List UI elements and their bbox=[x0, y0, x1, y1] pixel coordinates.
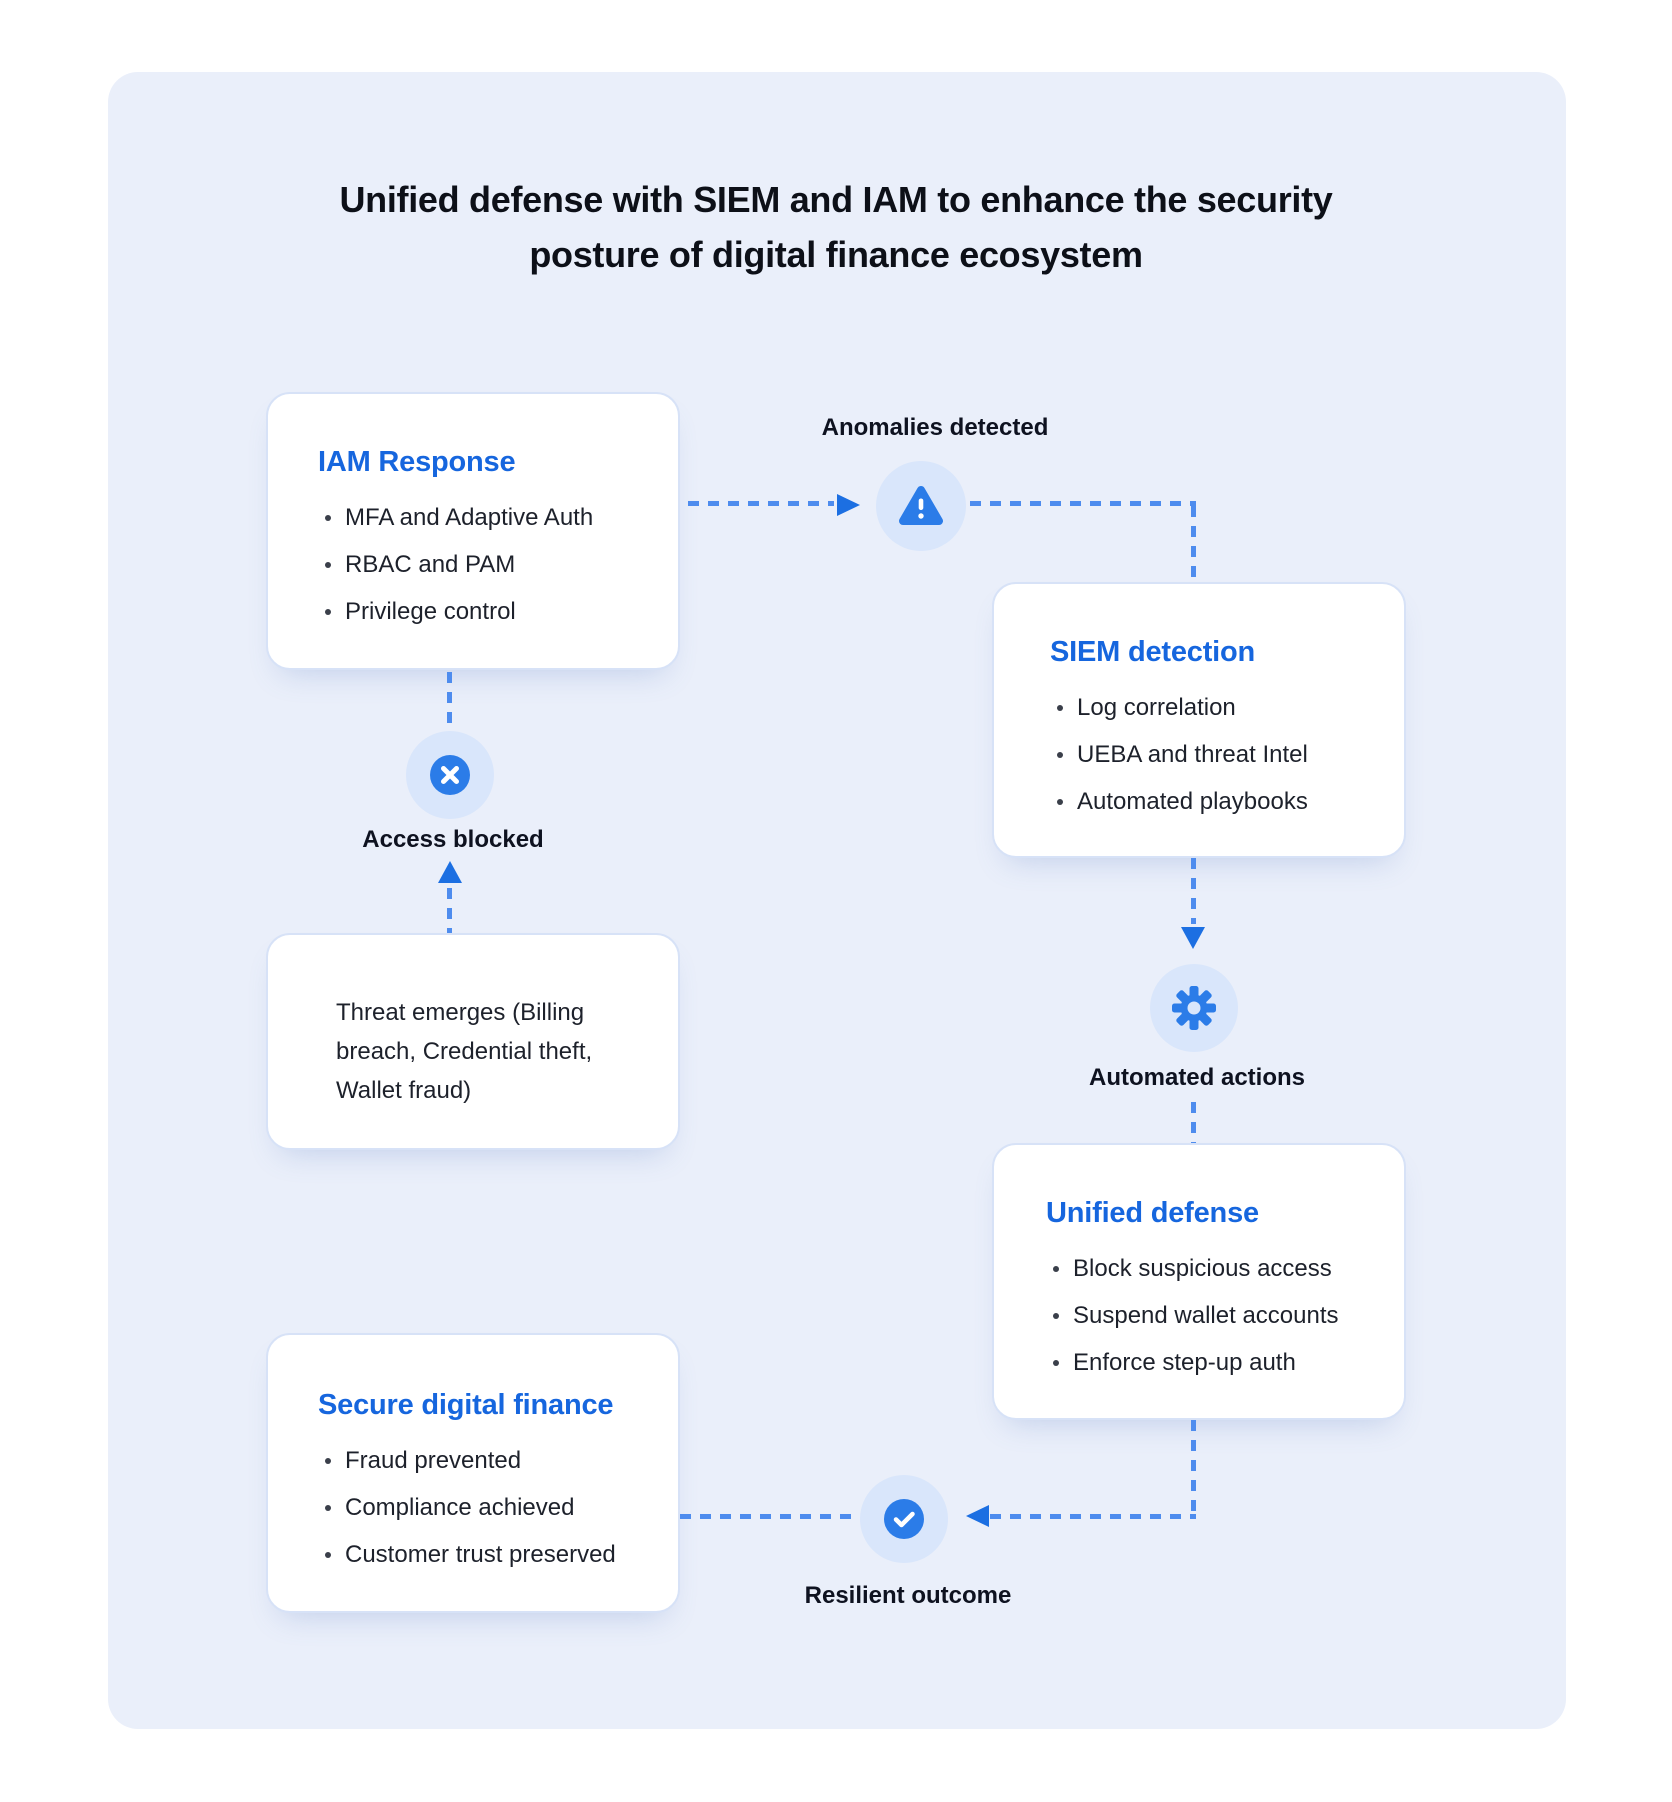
list-item bbox=[1046, 1350, 1376, 1376]
dashed-connector-siem-to-automated bbox=[1191, 858, 1196, 924]
x-circle-glyph bbox=[430, 755, 470, 795]
list-item-text: Block suspicious access bbox=[1073, 1255, 1332, 1282]
warning-triangle-glyph bbox=[898, 485, 944, 527]
anomalies-detected-label: Anomalies detected bbox=[821, 414, 1049, 441]
dashed-connector-threat-to-access bbox=[447, 888, 452, 933]
access-blocked-label: Access blocked bbox=[362, 826, 544, 853]
list-item-text: Enforce step-up auth bbox=[1073, 1349, 1296, 1376]
dashed-connector-automated-to-unified bbox=[1191, 1102, 1196, 1143]
list-item-text: Customer trust preserved bbox=[345, 1541, 616, 1568]
page-title-line-1: Unified defense with SIEM and IAM to enhance the security bbox=[339, 179, 1333, 220]
list-item bbox=[318, 1542, 650, 1568]
threat-emerges-text: Threat emerges (Billing breach, Credential theft, Wallet fraud) bbox=[336, 999, 593, 1104]
list-item-text: RBAC and PAM bbox=[345, 551, 516, 578]
automated-actions-label: Automated actions bbox=[1088, 1064, 1306, 1091]
unified-defense-box bbox=[992, 1143, 1406, 1420]
list-item-text: Compliance achieved bbox=[345, 1494, 575, 1521]
dashed-connector-iam-to-access bbox=[447, 672, 452, 729]
list-item bbox=[1046, 1303, 1376, 1329]
list-item bbox=[318, 552, 650, 578]
gear-glyph bbox=[1171, 985, 1217, 1031]
arrowhead-up-access bbox=[438, 861, 462, 883]
list-item-text: Fraud prevented bbox=[345, 1447, 522, 1474]
iam-response-box bbox=[266, 392, 680, 670]
list-item-text: Privilege control bbox=[345, 598, 516, 625]
resilient-outcome-label: Resilient outcome bbox=[804, 1582, 1012, 1609]
arrowhead-right-anomalies bbox=[837, 494, 860, 516]
iam-response-list bbox=[318, 505, 650, 625]
list-item bbox=[1050, 742, 1376, 768]
unified-defense-list bbox=[1046, 1256, 1376, 1376]
iam-response-heading: IAM Response bbox=[318, 446, 516, 478]
list-item bbox=[1050, 695, 1376, 721]
list-item bbox=[318, 505, 650, 531]
list-item bbox=[318, 1448, 650, 1474]
secure-digital-finance-box bbox=[266, 1333, 680, 1613]
list-item bbox=[318, 1495, 650, 1521]
threat-emerges-box bbox=[266, 933, 680, 1150]
check-circle-glyph bbox=[884, 1499, 924, 1539]
page-title bbox=[0, 172, 1672, 282]
siem-detection-heading: SIEM detection bbox=[1050, 636, 1256, 668]
gear-icon bbox=[1150, 964, 1238, 1052]
dashed-connector-unified-down bbox=[1191, 1420, 1196, 1516]
check-icon bbox=[860, 1475, 948, 1563]
list-item bbox=[1050, 789, 1376, 815]
siem-detection-box bbox=[992, 582, 1406, 858]
secure-digital-finance-list bbox=[318, 1448, 650, 1568]
arrowhead-down-automated bbox=[1181, 927, 1205, 949]
unified-defense-heading: Unified defense bbox=[1046, 1197, 1259, 1229]
list-item-text: Suspend wallet accounts bbox=[1073, 1302, 1339, 1329]
warning-icon bbox=[876, 461, 966, 551]
list-item bbox=[1046, 1256, 1376, 1282]
dashed-connector-corner-to-siem bbox=[1191, 506, 1196, 582]
page-title-line-2: posture of digital finance ecosystem bbox=[529, 234, 1143, 275]
dashed-connector-iam-to-anomalies bbox=[688, 501, 834, 506]
dashed-connector-resilient-to-secure bbox=[680, 1514, 858, 1519]
x-icon bbox=[406, 731, 494, 819]
secure-digital-finance-heading: Secure digital finance bbox=[318, 1389, 614, 1421]
list-item-text: UEBA and threat Intel bbox=[1077, 741, 1308, 768]
list-item-text: Log correlation bbox=[1077, 694, 1236, 721]
list-item-text: Automated playbooks bbox=[1077, 788, 1308, 815]
arrowhead-left-resilient bbox=[966, 1505, 989, 1527]
list-item bbox=[318, 599, 650, 625]
list-item-text: MFA and Adaptive Auth bbox=[345, 504, 594, 531]
dashed-connector-anomalies-to-corner bbox=[970, 501, 1196, 506]
dashed-connector-corner-to-resilient bbox=[990, 1514, 1196, 1519]
siem-detection-list bbox=[1050, 695, 1376, 815]
